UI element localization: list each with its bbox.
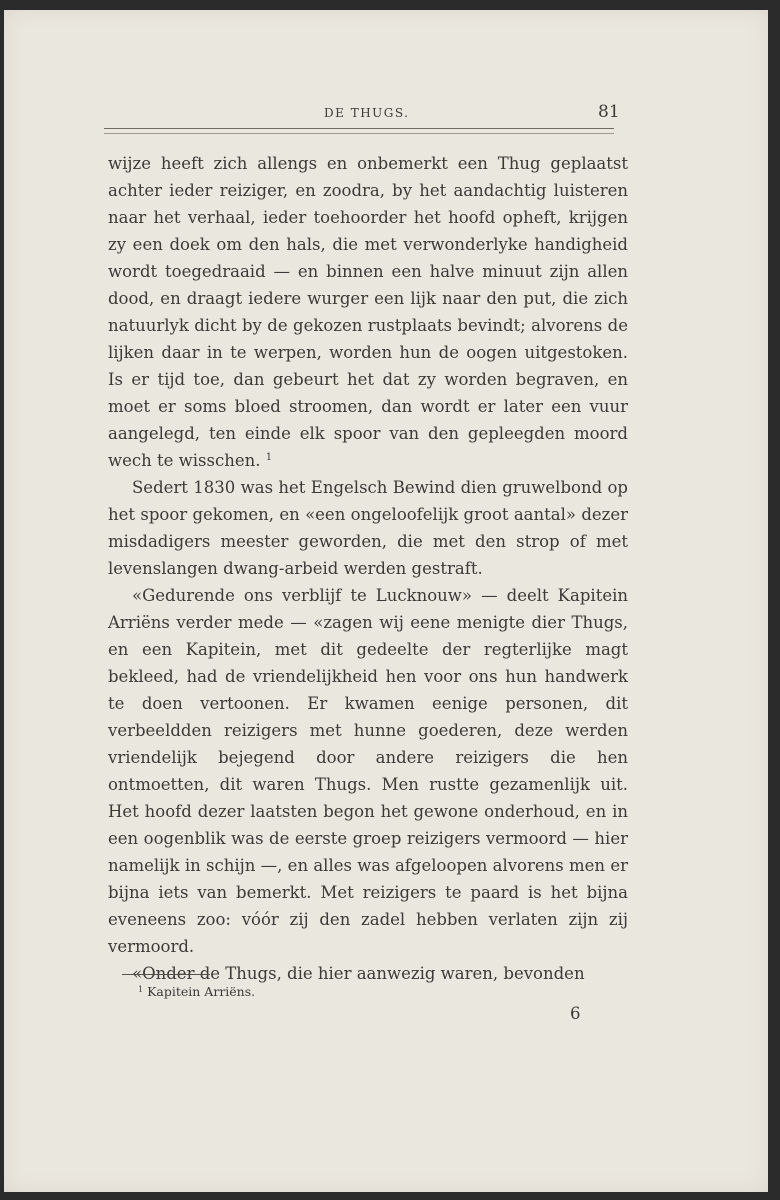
body-text bbox=[108, 150, 628, 987]
running-title: DE THUGS. bbox=[324, 106, 410, 120]
paragraph-1 bbox=[108, 150, 628, 474]
footnote-rule bbox=[122, 974, 210, 975]
paragraph-1-text: wijze heeft zich allengs en onbemerkt een Thug geplaatst achter ieder reiziger, en zoodra, by het aandachtig luisteren naar het verhaal, ieder toehoorder het hoofd opheft, krijgen zy een doek om den hals, die met verwonderlyke handigheid wordt toegedraaid — en binnen een halve minuut zijn allen dood, en draagt iedere wurger een lijk naar den put, die zich natuurlyk dicht by de gekozen rustplaats bevindt; alvorens de lijken daar in te werpen, worden hun de oogen uitgestoken. Is er tijd toe, dan gebeurt het dat zy worden begraven, en moet er soms bloed stroomen, dan wordt er later een vuur aangelegd, ten einde elk spoor van den gepleegden moord wech te wisschen. bbox=[108, 154, 628, 470]
header-rule bbox=[104, 128, 614, 134]
paragraph-3: «Gedurende ons verblijf te Lucknouw» — deelt Kapitein Arriëns verder mede — «zagen wij eene menigte dier Thugs, en een Kapitein, met dit gedeelte der regterlijke magt bekleed, had de vriendelijkheid hen voor ons hun handwerk te doen vertoonen. Er kwamen eenige personen, dit verbeeldden reizigers met hunne goederen, deze werden vriendelijk bejegend door andere reizigers die hen ontmoetten, dit waren Thugs. Men rustte gezamenlijk uit. Het hoofd dezer laatsten begon het gewone onderhoud, en in een oogenblik was de eerste groep reizigers vermoord — hier namelijk in schijn —, en alles was afgeloopen alvorens men er bijna iets van bemerkt. Met reizigers te paard is het bijna eveneens zoo: vóór zij den zadel hebben verlaten zijn zij vermoord. bbox=[108, 586, 628, 956]
footnote-reference: 1 bbox=[265, 452, 273, 463]
signature-mark: 6 bbox=[570, 1004, 581, 1023]
page-number: 81 bbox=[598, 102, 620, 122]
footnote bbox=[138, 984, 255, 999]
paragraph-4: «Onder de Thugs, die hier aanwezig waren, bevonden bbox=[132, 964, 585, 983]
footnote-marker: 1 bbox=[138, 985, 144, 994]
footnote-text: Kapitein Arriëns. bbox=[147, 984, 256, 999]
book-page bbox=[4, 10, 768, 1192]
paragraph-2: Sedert 1830 was het Engelsch Bewind dien gruwelbond op het spoor gekomen, en «een ongeloofelijk groot aantal» dezer misdadigers meester geworden, die met den strop of met levenslangen dwang-arbeid werden gestraft. bbox=[108, 478, 628, 578]
